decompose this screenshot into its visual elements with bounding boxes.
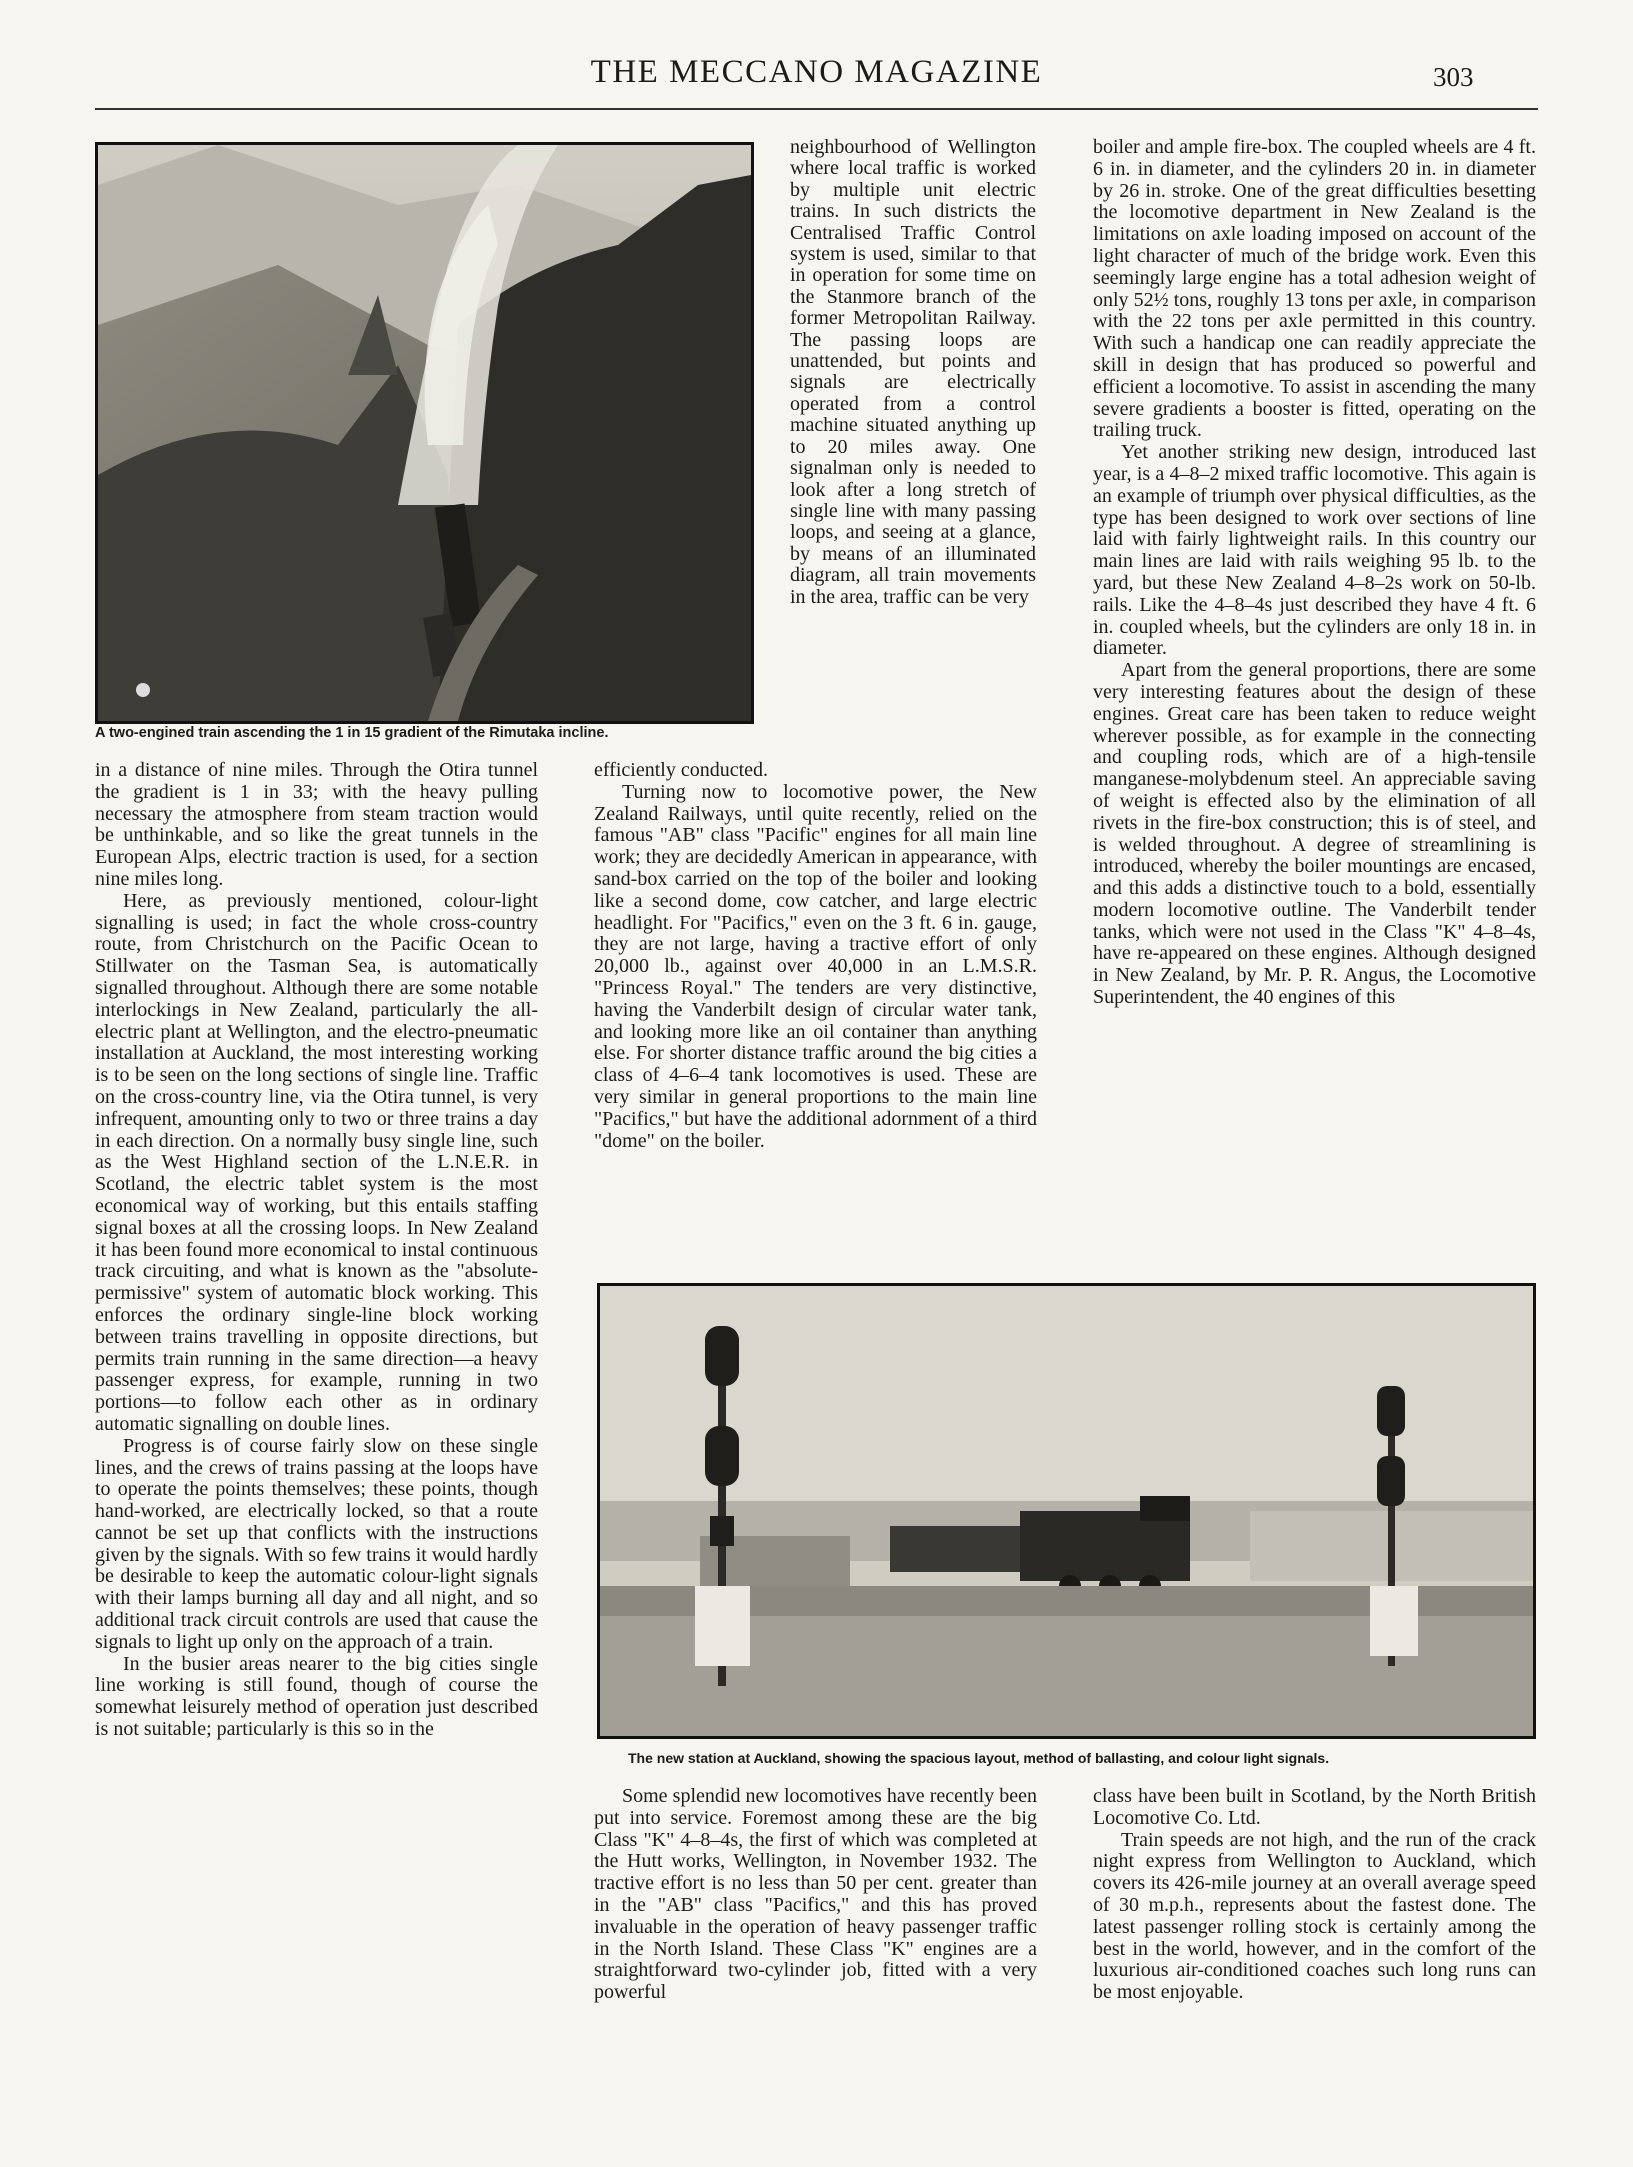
auckland-caption: The new station at Auckland, showing the spacious layout, method of ballasting, and colour light signals. xyxy=(628,1750,1330,1766)
mountain-train-illustration xyxy=(98,145,751,721)
station-signals-illustration xyxy=(600,1286,1533,1736)
middle-upper-paragraph-1: efficiently conducted. xyxy=(594,759,769,781)
right-upper-paragraph-3: Apart from the general proportions, there are some very interesting features about the design of these engines. Great care has been taken to reduce weight wherever possible, as for example in the connecting and coupling rods, which are of a high-tensile manganese-molybdenum steel. An appreciable saving of weight is effected also by the elimination of all rivets in the fire-box construction; this is of steel, and is welded throughout. A degree of streamlining is introduced, whereby the boiler mountings are encased, and this adds a distinctive touch to a bold, essentially modern locomotive outline. The Vanderbilt tender tanks, which were not used in the Class "K" 4–8–4s, have re-appeared on these engines. Although designed in New Zealand, by Mr. P. R. Angus, the Locomotive Superintendent, the 40 engines of this xyxy=(1093,659,1536,1009)
right-upper-column xyxy=(1093,137,1536,1009)
right-lower-column xyxy=(1093,1786,1536,2004)
left-paragraph-4: In the busier areas nearer to the big cities single line working is still found, though of course the somewhat leisurely method of operation just described is not suitable; particularly is this so in the xyxy=(95,1652,538,1741)
narrow-middle-paragraph: neighbourhood of Wellington where local traffic is worked by multiple unit electric trains. In such districts the Centralised Traffic Control system is used, similar to that in operation for some time on the Stanmore branch of the former Metropolitan Railway. The passing loops are unattended, but points and signals are electrically operated from a control machine situated anything up to 20 miles away. One signalman only is needed to look after a long stretch of single line with many passing loops, and seeing at a glance, by means of an illuminated diagram, all train movements in the area, traffic can be very xyxy=(790,136,1036,608)
left-paragraph-3: Progress is of course fairly slow on these single lines, and the crews of trains passing at the loops have to operate the points themselves; these points, though hand-worked, are electrically locked, so that a route cannot be set up that conflicts with the instructions given by the signals. With so few trains it would hardly be desirable to keep the automatic colour-light signals with their lamps burning all day and all night, and so additional track circuit controls are used that cause the signals to light up only on the approach of a train. xyxy=(95,1434,538,1653)
narrow-middle-column xyxy=(790,137,1036,608)
middle-upper-column xyxy=(594,760,1037,1152)
left-column xyxy=(95,760,538,1741)
rimutaka-photo xyxy=(95,142,754,724)
right-lower-paragraph-1: class have been built in Scotland, by the North British Locomotive Co. Ltd. xyxy=(1093,1785,1536,1829)
right-upper-paragraph-1: boiler and ample fire-box. The coupled wheels are 4 ft. 6 in. in diameter, and the cylinders 20 in. in diameter by 26 in. stroke. One of the great difficulties besetting the locomotive department in New Zealand is the limitations on axle loading imposed on account of the light character of much of the bridge work. Even this seemingly large engine has a total adhesion weight of only 52½ tons, roughly 13 tons per axle, in comparison with the 22 tons per axle permitted in this country. With such a handicap one can readily appreciate the skill in design that has produced so powerful and efficient a locomotive. To assist in ascending the many severe gradients a booster is fitted, operating on the trailing truck. xyxy=(1093,136,1536,442)
middle-upper-paragraph-2: Turning now to locomotive power, the New Zealand Railways, until quite recently, relied on the famous "AB" class "Pacific" engines for all main line work; they are decidedly American in appearance, with sand-box carried on the top of the boiler and looking like a second dome, cow catcher, and large electric headlight. For "Pacifics," even on the 3 ft. 6 in. gauge, they are not large, having a tractive effort of only 20,000 lb., against over 40,000 in an L.M.S.R. "Princess Royal." The tenders are very distinctive, having the Vanderbilt design of circular water tank, and looking more like an oil container than anything else. For shorter distance traffic around the big cities a class of 4–6–4 tank locomotives is used. These are very similar in general proportions to the main line "Pacifics," but have the additional adornment of a third "dome" on the boiler. xyxy=(594,780,1037,1152)
right-lower-paragraph-2: Train speeds are not high, and the run of the crack night express from Wellington to Auckland, which covers its 426-mile journey at an overall average speed of 30 m.p.h., represents about the fastest done. The latest passenger rolling stock is certainly among the best in the world, however, and in the comfort of the luxurious air-conditioned coaches such long runs can be most enjoyable. xyxy=(1093,1828,1536,2004)
left-paragraph-2: Here, as previously mentioned, colour-light signalling is used; in fact the whole cross-country route, from Christchurch on the Pacific Ocean to Stillwater on the Tasman Sea, is automatically signalled throughout. Although there are some notable interlockings in New Zealand, particularly the all-electric plant at Wellington, and the electro-pneumatic installation at Auckland, the most interesting working is to be seen on the long sections of single line. Traffic on the cross-country line, via the Otira tunnel, is very infrequent, amounting only to two or three trains a day in each direction. On a normally busy single line, such as the West Highland section of the L.N.E.R. in Scotland, the electric tablet system is the most economical way of working, but this entails staffing signal boxes at all the crossing loops. In New Zealand it has been found more economical to instal continuous track circuiting, and what is known as the "absolute-permissive" system of automatic block working. This enforces the ordinary single-line block working between trains travelling in opposite directions, but permits train running in the same direction—a heavy passenger express, for example, running in two portions—to follow each other as in ordinary automatic signalling on double lines. xyxy=(95,889,538,1435)
rimutaka-caption: A two-engined train ascending the 1 in 15 gradient of the Rimutaka incline. xyxy=(95,725,609,741)
right-upper-paragraph-2: Yet another striking new design, introduced last year, is a 4–8–2 mixed traffic locomotive. This again is an example of triumph over physical difficulties, as the type has been designed to work over sections of line laid with fairly lightweight rails. In this country our main lines are laid with rails weighing 95 lb. to the yard, but these New Zealand 4–8–2s work on 50-lb. rails. Like the 4–8–4s just described they have 4 ft. 6 in. coupled wheels, but the cylinders are only 18 in. in diameter. xyxy=(1093,441,1536,660)
magazine-title: THE MECCANO MAGAZINE xyxy=(590,54,1043,90)
auckland-station-photo xyxy=(597,1283,1536,1739)
left-paragraph-1: in a distance of nine miles. Through the Otira tunnel the gradient is 1 in 33; with the heavy pulling necessary the atmosphere from steam traction would be unthinkable, and so like the great tunnels in the European Alps, electric traction is used, for a section nine miles long. xyxy=(95,759,538,890)
middle-lower-column xyxy=(594,1786,1037,2004)
header-rule xyxy=(95,108,1538,110)
middle-lower-paragraph-1: Some splendid new locomotives have recently been put into service. Foremost among these are the big Class "K" 4–8–4s, the first of which was completed at the Hutt works, Wellington, in November 1932. The tractive effort is no less than 50 per cent. greater than in the "AB" class "Pacifics," and this has proved invaluable in the operation of heavy passenger traffic in the North Island. These Class "K" engines are a straightforward two-cylinder job, fitted with a very powerful xyxy=(594,1785,1037,2004)
page-number: 303 xyxy=(1433,62,1474,92)
